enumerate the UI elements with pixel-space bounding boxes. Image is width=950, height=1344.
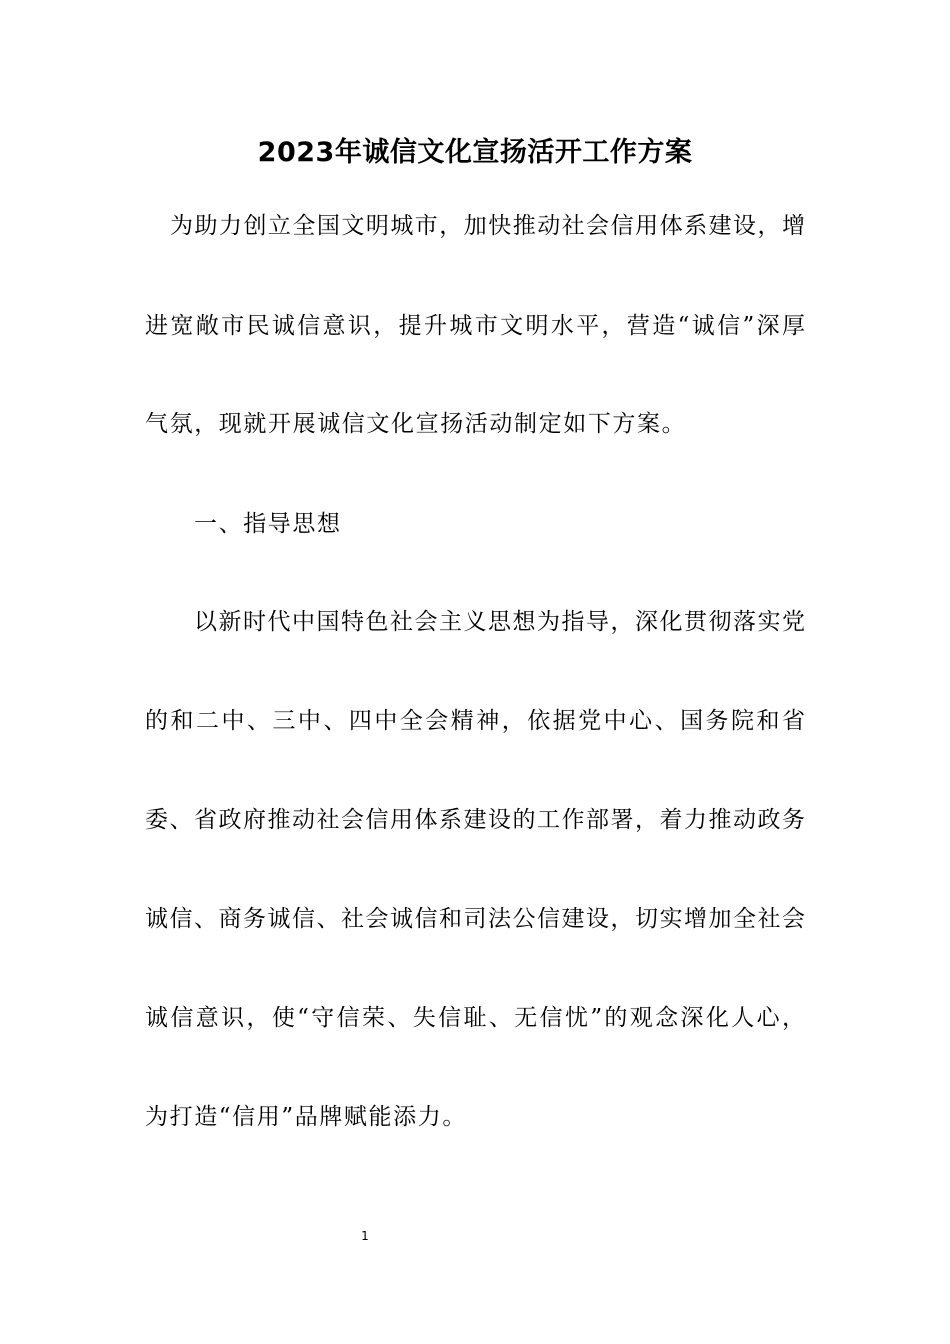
paragraph-line: 为助力创立全国文明城市，加快推动社会信用体系建设，增: [170, 213, 805, 239]
paragraph-line: 诚信意识，使“守信荣、失信耻、无信忧”的观念深化人心，: [145, 1005, 805, 1031]
paragraph-line: 诚信、商务诚信、社会诚信和司法公信建设，切实增加全社会: [145, 906, 805, 932]
section-heading: 一、指导思想: [194, 511, 342, 537]
paragraph-line: 为打造“信用”品牌赋能添力。: [145, 1104, 467, 1130]
document-title: 2023年诚信文化宣扬活开工作方案: [257, 137, 693, 168]
paragraph-line: 以新时代中国特色社会主义思想为指导，深化贯彻落实党: [194, 609, 805, 635]
page-number: 1: [361, 1229, 369, 1243]
paragraph-line: 进宽敞市民诚信意识，提升城市文明水平，营造“诚信”深厚: [145, 313, 805, 339]
paragraph-line: 委、省政府推动社会信用体系建设的工作部署，着力推动政务: [145, 807, 805, 833]
paragraph-line: 的和二中、三中、四中全会精神，依据党中心、国务院和省: [145, 708, 805, 734]
paragraph-line: 气氛，现就开展诚信文化宣扬活动制定如下方案。: [145, 411, 687, 437]
